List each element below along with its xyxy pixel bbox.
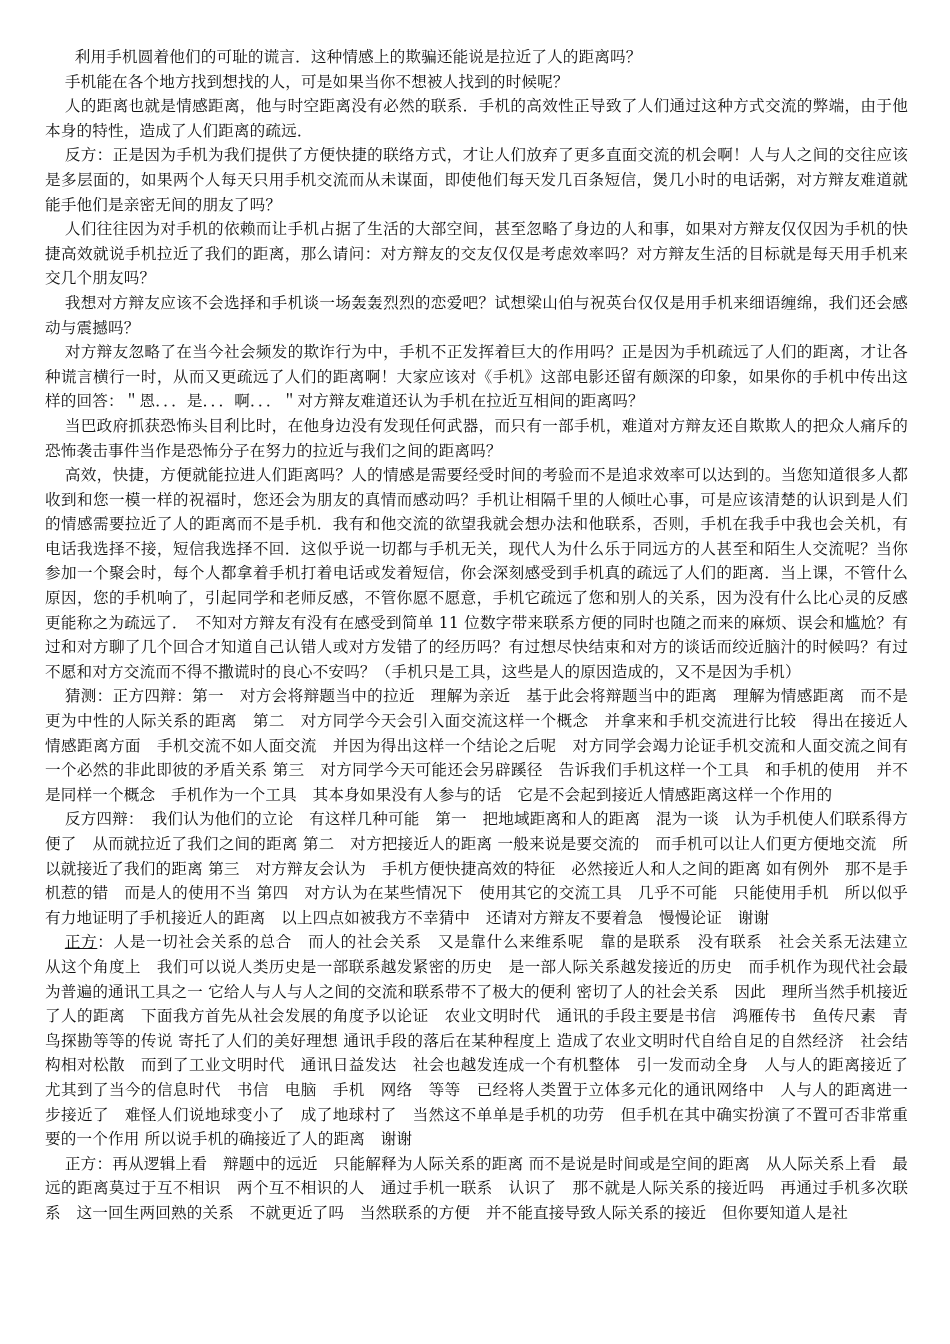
paragraph-8 bbox=[45, 414, 908, 463]
paragraph-5 bbox=[45, 217, 908, 291]
paragraph-text: 猜测：正方四辩：第一 对方会将辩题当中的拉近 理解为亲近 基于此会将辩题当中的距离 理解为情感距离 而不是更为中性的人际关系的距离 第二 对方同学今天会引入面交流这样一个概念 并拿来和手机交流进行比较 得出在接近人情感距离方面 手机交流不如人面交流 并因为得出这样一个结论之后呢 对方同学会竭力论证手机交流和人面交流之间有一个必然的非此即彼的矛盾关系 第三 对方同学今天可能还会另辟蹊径 告诉我们手机这样一个工具 和手机的使用 并不是同样一个概念 手机作为一个工具 其本身如果没有人参与的话 它是不会起到接近人情感距离这样一个作用的 bbox=[45, 687, 908, 804]
paragraph-text: 手机能在各个地方找到想找的人，可是如果当你不想被人找到的时候呢？ bbox=[64, 72, 569, 91]
paragraph-7 bbox=[45, 340, 908, 414]
paragraph-11 bbox=[45, 807, 908, 930]
paragraph-text: 反方四辩： 我们认为他们的立论 有这样几种可能 第一 把地域距离和人的距离 混为一谈 认为手机使人们联系得方便了 从而就拉近了我们之间的距离 第二 对方把接近人的距离 一般来说是要交流的 而手机可以让人们更方便地交流 所以就接近了我们的距离 第三 对方辩友会认为 手机方便快捷高效的特征 必然接近人和人之间的距离 如有例外 那不是手机惹的错 而是人的使用不当 第四 对方认为在某些情况下 使用其它的交流工具 几乎不可能 只能使用手机 所以似乎有力地证明了手机接近人的距离 以上四点如被我方不幸猜中 还请对方辩友不要着急 慢慢论证 谢谢 bbox=[45, 810, 908, 927]
paragraph-text: 人的距离也就是情感距离，他与时空距离没有必然的联系．手机的高效性正导致了人们通过这种方式交流的弊端，由于他本身的特性，造成了人们距离的疏远． bbox=[45, 97, 908, 140]
paragraph-lead: 正方 bbox=[64, 933, 98, 952]
paragraph-text: 利用手机圆着他们的可耻的谎言．这种情感上的欺骗还能说是拉近了人的距离吗？ bbox=[74, 48, 642, 66]
paragraph-text: 对方辩友忽略了在当今社会频发的欺诈行为中，手机不正发挥着巨大的作用吗？正是因为手机疏远了人们的距离，才让各种谎言横行一时，从而又更疏远了人们的距离啊！大家应该对《手机》这部电影还留有颇深的印象，如果你的手机中传出这样的回答：＂恩．．．是．．．啊．．．＂对方辩友难道还认为手机在拉近互相间的距离吗？ bbox=[45, 343, 908, 411]
paragraph-text: ：人是一切社会关系的总合 而人的社会关系 又是靠什么来维系呢 靠的是联系 没有联系 社会关系无法建立 从这个角度上 我们可以说人类历史是一部联系越发紧密的历史 是一部人际关系越发接近的历史 而手机作为现代社会最为普遍的通讯工具之一 它给人与人与人之间的交流和联系带不了极大的便利 密切了人的社会关系 因此 理所当然手机接近了人的距离 下面我方首先从社会发展的角度予以论证 农业文明时代 通讯的手段主要是书信 鸿雁传书 鱼传尺素 青鸟探勘等等的传说 寄托了人们的美好理想 通讯手段的落后在某种程度上 造成了农业文明时代自给自足的自然经济 社会结构相对松散 而到了工业文明时代 通讯日益发达 社会也越发连成一个有机整体 引一发而动全身 人与人的距离接近了 尤其到了当今的信息时代 书信 电脑 手机 网络 等等 已经将人类置于立体多元化的通讯网络中 人与人的距离进一步接近了 难怪人们说地球变小了 成了地球村了 当然这不单单是手机的功劳 但手机在其中确实扮演了不置可否非常重要的一个作用 所以说手机的确接近了人的距离 谢谢 bbox=[45, 933, 924, 1149]
paragraph-12 bbox=[45, 930, 924, 1151]
paragraph-text: 当巴政府抓获恐怖头目利比时，在他身边没有发现任何武器，而只有一部手机，难道对方辩友还自欺欺人的把众人痛斥的恐怖袭击事件当作是恐怖分子在努力的拉近与我们之间的距离吗？ bbox=[45, 416, 908, 460]
paragraph-4 bbox=[45, 143, 908, 217]
paragraph-text: 人们往往因为对手机的依赖而让手机占据了生活的大部空间，甚至忽略了身边的人和事，如果对方辩友仅仅因为手机的快捷高效就说手机拉近了我们的距离，那么请问：对方辩友的交友仅仅是考虑效率吗？对方辩友生活的目标就是每天用手机来交几个朋友吗？ bbox=[45, 220, 908, 288]
paragraph-text: 反方：正是因为手机为我们提供了方便快捷的联络方式，才让人们放弃了更多直面交流的机会啊！人与人之间的交往应该是多层面的，如果两个人每天只用手机交流而从未谋面，即使他们每天发几百条短信，煲几小时的电话粥，对方辩友难道就能手他们是亲密无间的朋友了吗？ bbox=[45, 146, 908, 214]
paragraph-10 bbox=[45, 684, 908, 807]
paragraph-2 bbox=[45, 70, 908, 95]
paragraph-text: 高效，快捷，方便就能拉进人们距离吗？人的情感是需要经受时间的考验而不是追求效率可以达到的。当您知道很多人都收到和您一模一样的祝福时，您还会为朋友的真情而感动吗？手机让相隔千里的人倾吐心事，可是应该清楚的认识到是人们的情感需要拉近了人的距离而不是手机．我有和他交流的欲望我就会想办法和他联系，否则，手机在我手中我也会关机，有电话我选择不接，短信我选择不回．这似乎说一切都与手机无关，现代人为什么乐于同远方的人甚至和陌生人交流呢？当你参加一个聚会时，每个人都拿着手机打着电话或发着短信，你会深刻感受到手机真的疏远了人们的距离．当上课，不管什么原因，您的手机响了，引起同学和老师反感，不管你愿不愿意，手机它疏远了您和别人的关系，因为没有什么比心灵的反感更能称之为疏远了． 不知对方辩友有没有在感受到简单 11 位数字带来联系方便的同时也随之而来的麻烦、误会和尴尬？有过和对方聊了几个回合才知道自己认错人或对方发错了的经历吗？有过想尽快结束和对方的谈话而绞近脑汁的时候吗？有过不愿和对方交流而不得不撒谎时的良心不安吗？（手机只是工具，这些是人的原因造成的，又不是因为手机） bbox=[45, 466, 908, 681]
paragraph-text: 我想对方辩友应该不会选择和手机谈一场轰轰烈烈的恋爱吧？试想梁山伯与祝英台仅仅是用手机来细语缠绵，我们还会感动与震撼吗？ bbox=[45, 293, 908, 337]
paragraph-9 bbox=[45, 463, 908, 684]
paragraph-6 bbox=[45, 291, 908, 340]
paragraph-text: 正方：再从逻辑上看 辩题中的远近 只能解释为人际关系的距离 而不是说是时间或是空间的距离 从人际关系上看 最远的距离莫过于互不相识 两个互不相识的人 通过手机一联系 认识了 那不就是人际关系的接近吗 再通过手机多次联系 这一回生两回熟的关系 不就更近了吗 当然联系的方便 并不能直接导致人际关系的接近 但你要知道人是社 bbox=[45, 1154, 908, 1222]
paragraph-1 bbox=[45, 45, 908, 70]
paragraph-3 bbox=[45, 94, 908, 143]
paragraph-13 bbox=[45, 1152, 908, 1226]
